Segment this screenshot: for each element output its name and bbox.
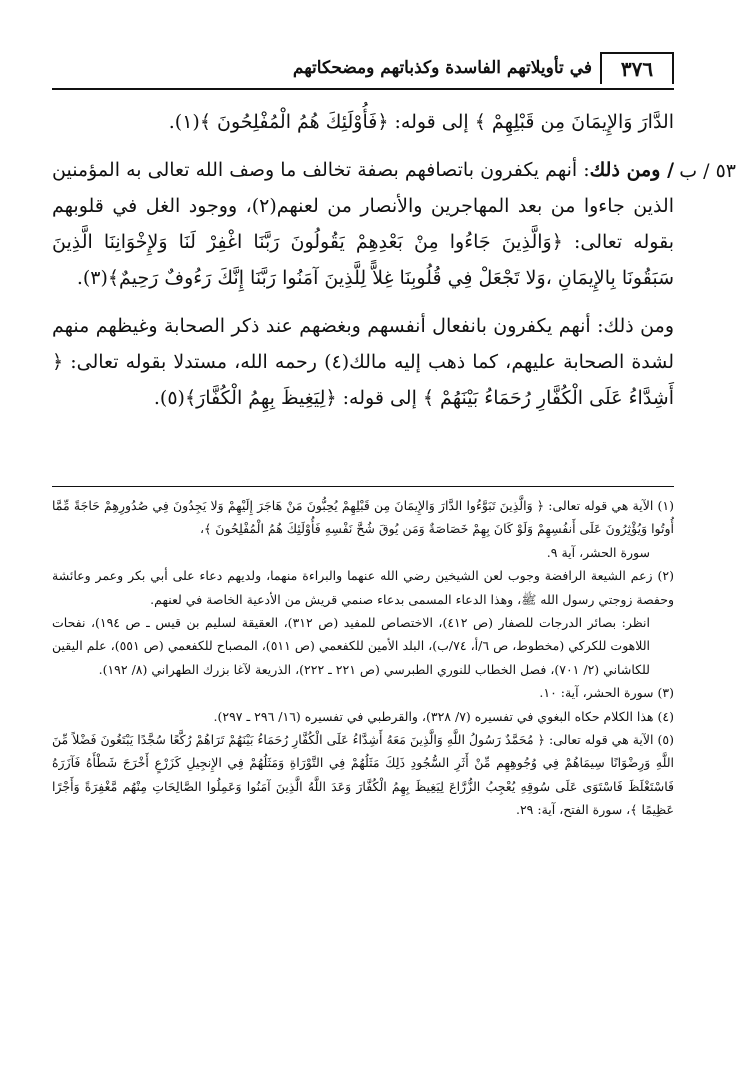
footnote-1-continuation: سورة الحشر، آية ٩.: [546, 544, 650, 560]
manuscript-folio-reference: ٥٣ / ب: [679, 160, 736, 182]
paragraph-2-lead: / ومن ذلك: [589, 159, 675, 181]
paragraph-2: [52, 152, 674, 296]
main-text: [52, 104, 674, 428]
footnote-2-sources: انظر: بصائر الدرجات للصفار (ص ٤١٢)، الاختصاص للمفيد (ص ٣١٢)، العقيقة لسليم بن قيس ـ ص ١٩٤)، نفحات اللاهوت للكركي (مخطوط، ص ٦/أ، ٧٤/ب)، البلد الأمين للكفعمي (ص ٥١١)، المصباح للكفعمي (ص ٥٥١)، علم اليقين للكاشاني (٢/ ٧٠١)، فصل الخطاب للنوري الطبرسي (ص ٢٢١ ـ ٢٢٢)، الذريعة لآغا بزرك الطهراني (٨/ ١٩٢).: [52, 615, 650, 677]
page-header: [52, 52, 674, 90]
footnote-1: (١) الآية هي قوله تعالى: ﴿ وَالَّذِينَ تَبَوَّءُوا الدَّارَ وَالإِيمَانَ مِن قَبْلِهِمْ يُحِبُّونَ مَنْ هَاجَرَ إِلَيْهِمْ وَلا يَجِدُونَ فِي صُدُورِهِمْ حَاجَةً مِّمَّا أُوتُوا وَيُؤْثِرُونَ عَلَى أَنفُسِهِمْ وَلَوْ كَانَ بِهِمْ خَصَاصَةٌ وَمَن يُوقَ شُحَّ نَفْسِهِ فَأُوْلَئِكَ هُمُ الْمُفْلِحُونَ ﴾،: [52, 498, 674, 537]
page-number: ٣٧٦: [600, 52, 674, 84]
footnote-3: (٣) سورة الحشر، آية: ١٠.: [539, 685, 674, 701]
footnote-divider: [52, 486, 674, 487]
paragraph-2-text: : أنهم يكفرون باتصافهم بصفة تخالف ما وصف الله تعالى به المؤمنين الذين جاءوا من بعد المهاجرين والأنصار من لعنهم(٢)، ووجود الغل في قلوبهم بقوله تعالى: ﴿وَالَّذِينَ جَاءُوا مِنْ بَعْدِهِمْ يَقُولُونَ رَبَّنَا اغْفِرْ لَنَا وَلإِخْوَانِنَا الَّذِينَ سَبَقُونَا بِالإِيمَانِ ،وَلا تَجْعَلْ فِي قُلُوبِنَا غِلاًّ لِلَّذِينَ آمَنُوا رَبَّنَا إِنَّكَ رَءُوفٌ رَحِيمٌ﴾(٣).: [52, 159, 674, 289]
running-title: في تأويلاتهم الفاسدة وكذباتهم ومضحكاتهم: [292, 58, 592, 78]
footnote-5: (٥) الآية هي قوله تعالى: ﴿ مُحَمَّدٌ رَسُولُ اللَّهِ وَالَّذِينَ مَعَهُ أَشِدَّاءُ عَلَى الْكُفَّارِ رُحَمَاءُ بَيْنَهُمْ تَرَاهُمْ رُكَّعًا سُجَّدًا يَبْتَغُونَ فَضْلاً مِّنَ اللَّهِ وَرِضْوَانًا سِيمَاهُمْ فِي وُجُوهِهِم مِّنْ أَثَرِ السُّجُودِ ذَلِكَ مَثَلُهُمْ فِي التَّوْرَاةِ وَمَثَلُهُمْ فِي الإِنجِيلِ كَزَرْعٍ أَخْرَجَ شَطْأَهُ فَآزَرَهُ فَاسْتَغْلَظَ فَاسْتَوَى عَلَى سُوقِهِ يُعْجِبُ الزُّرَّاعَ لِيَغِيظَ بِهِمُ الْكُفَّارَ وَعَدَ اللَّهُ الَّذِينَ آمَنُوا وَعَمِلُوا الصَّالِحَاتِ مِنْهُم مَّغْفِرَةً وَأَجْرًا عَظِيمًا ﴾، سورة الفتح، آية: ٢٩.: [52, 732, 674, 818]
footnote-4: (٤) هذا الكلام حكاه البغوي في تفسيره (٧/ ٣٢٨)، والقرطبي في تفسيره (١٦/ ٢٩٦ ـ ٢٩٧).: [213, 708, 674, 724]
footnote-2: (٢) زعم الشيعة الرافضة وجوب لعن الشيخين رضي الله عنهما والبراءة منهما، ولديهم دعاء على أبي بكر وعمر وعائشة وحفصة زوجتي رسول الله ﷺ، وهذا الدعاء المسمى بدعاء صنمي قريش من الأدعية الخاصة في لعنهم.: [52, 568, 674, 607]
paragraph-1: الدَّارَ وَالإِيمَانَ مِن قَبْلِهِمْ ﴾ إلى قوله: ﴿فَأُوْلَئِكَ هُمُ الْمُفْلِحُونَ ﴾(١).: [168, 111, 674, 133]
footnotes: [52, 494, 674, 822]
paragraph-3: ومن ذلك: أنهم يكفرون بانفعال أنفسهم وبغضهم عند ذكر الصحابة وغيظهم منهم لشدة الصحابة عليهم، كما ذهب إليه مالك(٤) رحمه الله، مستدلا بقوله تعالى: ﴿ أَشِدَّاءُ عَلَى الْكُفَّارِ رُحَمَاءُ بَيْنَهُمْ ﴾ إلى قوله: ﴿لِيَغِيظَ بِهِمُ الْكُفَّارَ﴾(٥).: [52, 315, 674, 409]
